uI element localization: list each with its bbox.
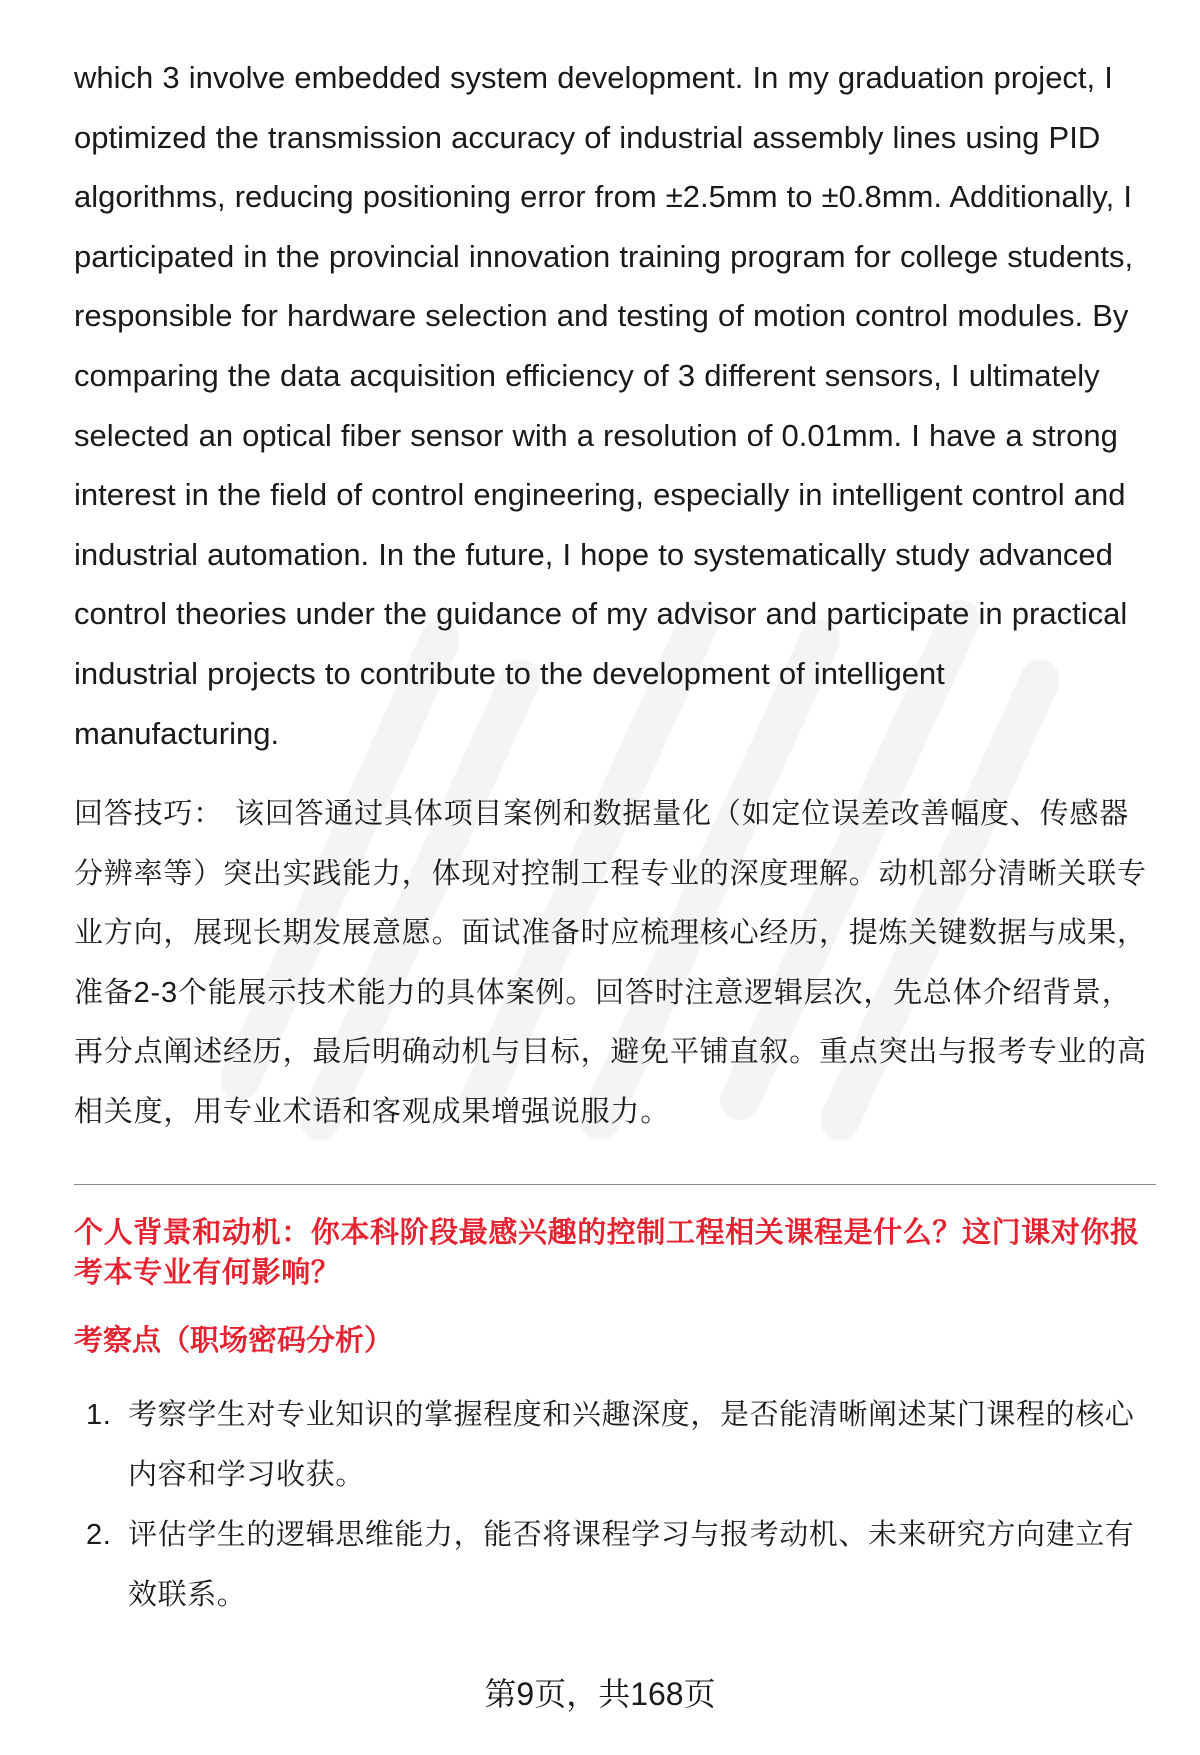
list-item-text: 评估学生的逻辑思维能力，能否将课程学习与报考动机、未来研究方向建立有效联系。: [128, 1519, 1135, 1612]
answer-tips: [74, 785, 1156, 1142]
list-item-number: 2.: [86, 1519, 112, 1552]
section-divider: [74, 1184, 1156, 1185]
page-number: 第9页，共168页: [484, 1676, 716, 1712]
question-heading: 个人背景和动机：你本科阶段最感兴趣的控制工程相关课程是什么？这门课对你报考本专业有何影响？: [74, 1217, 1140, 1290]
list-item-text: 考察学生对专业知识的掌握程度和兴趣深度，是否能清晰阐述某门课程的核心内容和学习收获。: [128, 1399, 1135, 1492]
tips-text: 该回答通过具体项目案例和数据量化（如定位误差改善幅度、传感器分辨率等）突出实践能力，体现对控制工程专业的深度理解。动机部分清晰关联专业方向，展现长期发展意愿。面试准备时应梳理核心经历，提炼关键数据与成果，准备2-3个能展示技术能力的具体案例。回答时注意逻辑层次，先总体介绍背景，再分点阐述经历，最后明确动机与目标，避免平铺直叙。重点突出与报考专业的高相关度，用专业术语和客观成果增强说服力。: [74, 798, 1147, 1128]
answer-paragraph: which 3 involve embedded system development. In my graduation project, I optimized the transmission accuracy of industrial assembly lines using PID algorithms, reducing positioning error from ±2.5mm to ±0.8mm. Additionally, I participated in the provincial innovation training program for college students, responsible for hardware selection and testing of motion control modules. By comparing the data acquisition efficiency of 3 different sensors, I ultimately selected an optical fiber sensor with a resolution of 0.01mm. I have a strong interest in the field of control engineering, especially in intelligent control and industrial automation. In the future, I hope to systematically study advanced control theories under the guidance of my advisor and participate in practical industrial projects to contribute to the development of intelligent manufacturing.: [74, 60, 1134, 751]
list-item: [74, 1385, 1156, 1505]
list-item: [74, 1505, 1156, 1625]
document-page: [74, 48, 1156, 1625]
tips-label: 回答技巧：: [74, 798, 224, 831]
exam-points-list: [74, 1385, 1156, 1625]
exam-points-heading: 考察点（职场密码分析）: [74, 1325, 394, 1358]
list-item-number: 1.: [86, 1399, 112, 1432]
